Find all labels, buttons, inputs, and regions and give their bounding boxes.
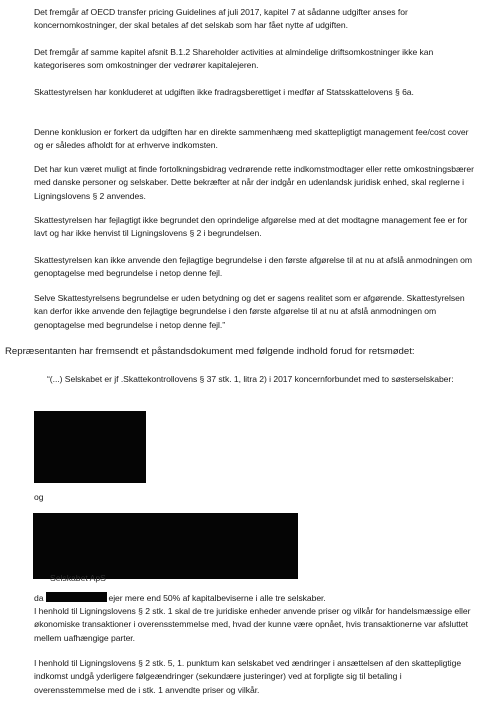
paragraph-fortolkningsbidrag: Det har kun været muligt at finde fortolkningsbidrag vedrørende rette indkomstmodtager eller rette omkostningsbærer med danske personer og selskaber. Dette bekræfter at når der indgår en udenlandsk juridisk enhed, skal reglerne i Ligningslovens § 2 anvendes. — [34, 164, 474, 201]
redaction-box-company-1 — [34, 411, 146, 483]
quote-ownership — [34, 592, 474, 605]
paragraph-sagens-realitet: Selve Skattestyrelsens begrundelse er uden betydning og det er sagens realitet som er afgørende. Skattestyrelsen kan derfor ikke anvende den fejlagtige begrundelse i den første afgørelse til at nu at afslå anmodningen om genoptagelse med begrundelse i netop denne fejl.” — [34, 293, 465, 330]
quote-intro: “(...) Selskabet er jf .Skattekontrollovens § 37 stk. 1, litra 2) i 2017 koncernforbundet med to søsterselskaber: — [47, 374, 454, 384]
ownership-suffix: ejer mere end 50% af kapitalbeviserne i alle tre selskaber. — [108, 593, 326, 603]
ownership-prefix: da — [34, 593, 44, 603]
clipped-text-line: Selskabet ApS — [50, 573, 106, 583]
paragraph-conclusion-wrong: Denne konklusion er forkert da udgiften har en direkte sammenhæng med skattepligtigt management fee/cost cover og er således afholdt for at erhverve indkomsten. — [34, 127, 469, 151]
paragraph-fejlagtig-begrundelse: Skattestyrelsen har fejlagtigt ikke begrundet den oprindelige afgørelse med at det modtagne management fee er for lavt og har ikke henvist til Ligningslovens § 2 i begrundelsen. — [34, 215, 468, 239]
section-heading: Repræsentanten har fremsendt et påstandsdokument med følgende indhold forud for retsmødet: — [5, 346, 415, 357]
quote-ligningslov-stk1: I henhold til Ligningslovens § 2 stk. 1 skal de tre juridiske enheder anvende priser og vilkår for handelsmæssige eller økonomiske transaktioner i overensstemmelse med, hvad der kunne være opnået, hvis transaktionerne var afsluttet mellem uafhængige parter. — [34, 606, 471, 643]
paragraph-shareholder-activities: Det fremgår af samme kapitel afsnit B.1.2 Shareholder activities at almindelige driftsomkostninger ikke kan kategoriseres som omkostninger der vedrører kapitalejeren. — [34, 47, 434, 71]
paragraph-oecd-guidelines: Det fremgår af OECD transfer pricing Guidelines af juli 2017, kapitel 7 at sådanne udgifter anses for koncernomkostninger, der skal betales af det selskab som har fået nytte af udgiften. — [34, 7, 408, 31]
redaction-inline-owner — [46, 592, 107, 602]
quote-connector: og — [34, 492, 44, 502]
quote-ligningslov-stk5: I henhold til Ligningslovens § 2 stk. 5, 1. punktum kan selskabet ved ændringer i ansættelsen af den skattepligtige indkomst undgå yderligere følgeændringer (sekundære justeringer) ved at forpligte sig til betaling i overensstemmelse med de i stk. 1 anvendte priser og vilkår. — [34, 658, 462, 695]
paragraph-statsskattelov: Skattestyrelsen har konkluderet at udgiften ikke fradragsberettiget i medfør af Statsskattelovens § 6a. — [34, 87, 414, 97]
redaction-box-company-2 — [33, 513, 298, 579]
paragraph-genoptagelse: Skattestyrelsen kan ikke anvende den fejlagtige begrundelse i den første afgørelse til at nu at afslå anmodningen om genoptagelse med begrundelse i netop denne fejl. — [34, 255, 473, 279]
